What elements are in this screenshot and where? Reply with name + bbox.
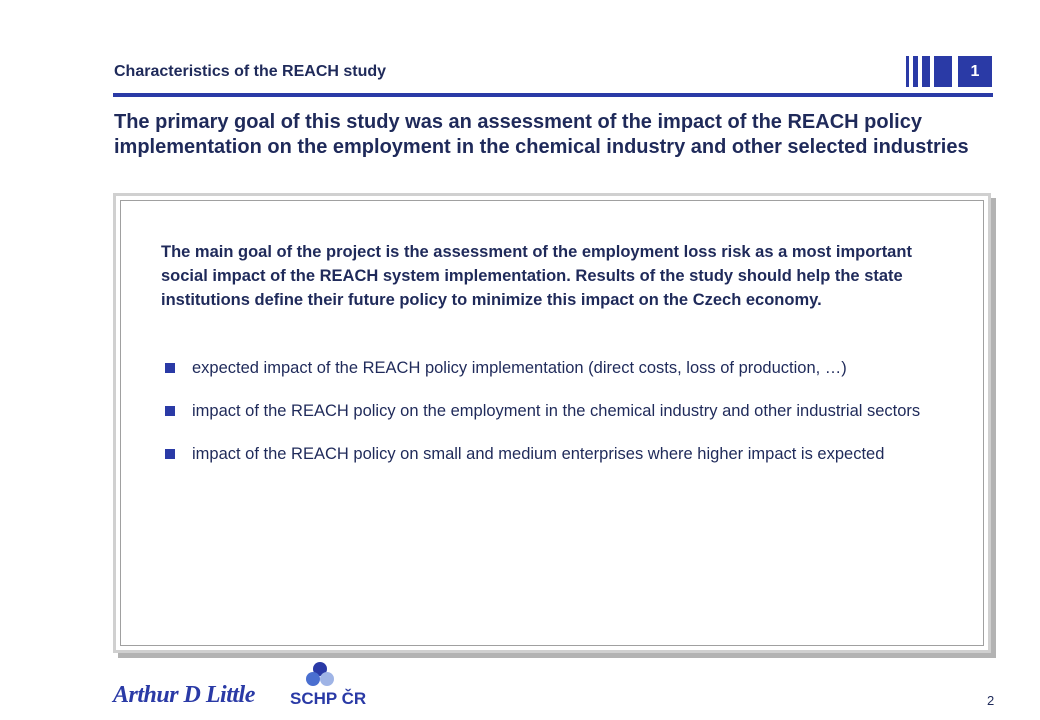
list-item [165, 442, 925, 466]
list-item-text: expected impact of the REACH policy implementation (direct costs, loss of production, …) [192, 359, 847, 377]
header-rule [113, 93, 993, 97]
bullet-list [165, 356, 925, 485]
list-item-text: impact of the REACH policy on the employment in the chemical industry and other industrial sectors [192, 402, 921, 420]
section-number-badge: 1 [958, 56, 992, 87]
list-item [165, 356, 925, 380]
list-item [165, 399, 925, 423]
headline: The primary goal of this study was an assessment of the impact of the REACH policy implementation on the employment in the chemical industry and other selected industries [114, 111, 969, 158]
marker-bar [934, 56, 952, 87]
square-bullet-icon [165, 363, 175, 373]
marker-bar [922, 56, 930, 87]
arthur-d-little-logo: Arthur D Little [113, 682, 255, 708]
schp-cr-logo: SCHP ČR [290, 689, 367, 708]
page-number: 2 [987, 693, 995, 708]
list-item-text: impact of the REACH policy on small and medium enterprises where higher impact is expected [192, 445, 885, 463]
intro-paragraph: The main goal of the project is the assessment of the employment loss risk as a most important social impact of the REACH system implementation. Results of the study should help the state institutions define their future policy to minimize this impact on the Czech economy. [161, 243, 912, 309]
square-bullet-icon [165, 449, 175, 459]
marker-bar [913, 56, 918, 87]
section-title: Characteristics of the REACH study [114, 63, 387, 80]
marker-bar [906, 56, 909, 87]
square-bullet-icon [165, 406, 175, 416]
